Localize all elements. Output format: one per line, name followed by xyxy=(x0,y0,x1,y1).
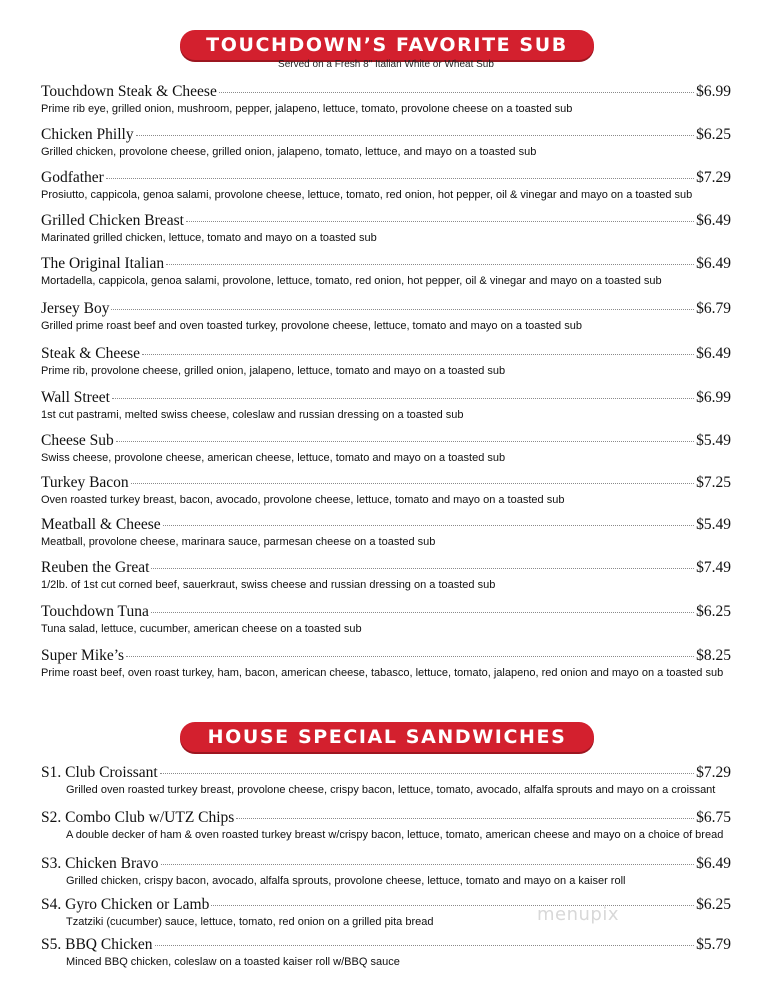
menu-item-name: Meatball & Cheese xyxy=(41,516,161,533)
menu-item xyxy=(41,603,731,635)
menu-item xyxy=(41,559,731,591)
menu-item-header xyxy=(41,300,731,318)
menu-item-header xyxy=(41,389,731,407)
menu-item-name: Grilled Chicken Breast xyxy=(41,212,184,229)
menu-item-description: Prime roast beef, oven roast turkey, ham, bacon, american cheese, tabasco, lettuce, tomato, jalapeno, red onion and mayo on a toasted sub xyxy=(41,667,724,679)
menu-item xyxy=(41,389,731,421)
menu-item-header xyxy=(41,855,731,873)
menu-item xyxy=(41,647,731,679)
menu-item-description: 1st cut pastrami, melted swiss cheese, coleslaw and russian dressing on a toasted sub xyxy=(41,409,464,421)
menu-item-price: $7.25 xyxy=(696,474,731,491)
menu-item-header xyxy=(41,255,731,273)
dot-leader xyxy=(155,945,695,946)
menu-item-name: S2. Combo Club w/UTZ Chips xyxy=(41,809,235,826)
menu-item-name: Steak & Cheese xyxy=(41,345,141,362)
menu-item-price: $6.49 xyxy=(696,855,731,872)
menu-item-description: Marinated grilled chicken, lettuce, tomato and mayo on a toasted sub xyxy=(41,232,377,244)
section-title-favorite-sub: TOUCHDOWN’S FAVORITE SUB xyxy=(180,30,594,60)
menu-item xyxy=(41,126,731,158)
menu-item-header xyxy=(41,474,731,492)
menu-item xyxy=(41,169,731,201)
menu-item-name: Touchdown Steak & Cheese xyxy=(41,83,217,100)
menu-item-description: Meatball, provolone cheese, marinara sauce, parmesan cheese on a toasted sub xyxy=(41,536,436,548)
menu-item-header xyxy=(41,936,731,954)
menu-item-header xyxy=(41,516,731,534)
menu-item-description: Minced BBQ chicken, coleslaw on a toasted kaiser roll w/BBQ sauce xyxy=(66,956,400,968)
dot-leader xyxy=(151,612,694,613)
menu-item xyxy=(41,809,731,841)
menu-item-description: Oven roasted turkey breast, bacon, avocado, provolone cheese, lettuce, tomato and mayo on a toasted sub xyxy=(41,494,565,506)
menu-item xyxy=(41,855,731,887)
menu-item-price: $6.25 xyxy=(696,126,731,143)
menu-item xyxy=(41,896,731,928)
menu-item xyxy=(41,255,731,287)
menu-item-price: $6.49 xyxy=(696,345,731,362)
menu-item-price: $6.99 xyxy=(696,83,731,100)
menu-item-description: Grilled oven roasted turkey breast, provolone cheese, crispy bacon, lettuce, tomato, avocado, alfalfa sprouts and mayo on a croissant xyxy=(66,784,716,796)
menu-item-header xyxy=(41,432,731,450)
menu-item-name: S5. BBQ Chicken xyxy=(41,936,153,953)
menu-item-header xyxy=(41,764,731,782)
menu-item-description: Prosiutto, cappicola, genoa salami, provolone cheese, lettuce, tomato, red onion, hot pepper, oil & vinegar and mayo on a toasted sub xyxy=(41,189,693,201)
menu-item xyxy=(41,345,731,377)
dot-leader xyxy=(166,264,694,265)
menu-item-header xyxy=(41,603,731,621)
menu-item xyxy=(41,212,731,244)
menu-item-description: Prime rib eye, grilled onion, mushroom, pepper, jalapeno, lettuce, tomato, provolone cheese on a toasted sub xyxy=(41,103,573,115)
menu-item-price: $7.29 xyxy=(696,169,731,186)
menu-item xyxy=(41,432,731,464)
menu-item-name: Chicken Philly xyxy=(41,126,134,143)
menu-item xyxy=(41,516,731,548)
menu-item xyxy=(41,83,731,115)
menu-item-name: Reuben the Great xyxy=(41,559,150,576)
menu-item-description: Grilled chicken, crispy bacon, avocado, alfalfa sprouts, provolone cheese, lettuce, tomato and mayo on a kaiser roll xyxy=(66,875,626,887)
menu-item-name: Turkey Bacon xyxy=(41,474,129,491)
menu-item-price: $6.49 xyxy=(696,212,731,229)
dot-leader xyxy=(142,354,694,355)
menu-item xyxy=(41,936,731,968)
dot-leader xyxy=(151,568,694,569)
dot-leader xyxy=(131,483,694,484)
dot-leader xyxy=(236,818,694,819)
menu-item-name: Jersey Boy xyxy=(41,300,110,317)
menu-item-price: $5.79 xyxy=(696,936,731,953)
menu-item-description: Swiss cheese, provolone cheese, american cheese, lettuce, tomato and mayo on a toasted sub xyxy=(41,452,506,464)
section-title-house-special: HOUSE SPECIAL SANDWICHES xyxy=(180,722,594,752)
menu-item-name: Touchdown Tuna xyxy=(41,603,149,620)
menu-item-header xyxy=(41,809,731,827)
menu-item-name: Godfather xyxy=(41,169,104,186)
dot-leader xyxy=(163,525,694,526)
menu-item-price: $5.49 xyxy=(696,516,731,533)
menu-item-price: $8.25 xyxy=(696,647,731,664)
menu-item-price: $6.99 xyxy=(696,389,731,406)
menu-item-price: $6.75 xyxy=(696,809,731,826)
dot-leader xyxy=(136,135,695,136)
menu-item-description: Tzatziki (cucumber) sauce, lettuce, tomato, red onion on a grilled pita bread xyxy=(66,916,434,928)
menu-item-header xyxy=(41,345,731,363)
menu-item-name: Cheese Sub xyxy=(41,432,114,449)
menu-item xyxy=(41,764,731,796)
dot-leader xyxy=(186,221,694,222)
menu-item-name: The Original Italian xyxy=(41,255,165,272)
menu-item-price: $6.49 xyxy=(696,255,731,272)
menu-item-name: S4. Gyro Chicken or Lamb xyxy=(41,896,210,913)
section-subtitle: Served on a Fresh 8" Italian White or Wheat Sub xyxy=(278,59,494,70)
menu-item-description: Grilled prime roast beef and oven toasted turkey, provolone cheese, lettuce, tomato and mayo on a toasted sub xyxy=(41,320,582,332)
menu-item-description: A double decker of ham & oven roasted turkey breast w/crispy bacon, lettuce, tomato, american cheese and mayo on a choice of bread xyxy=(66,829,724,841)
menu-item xyxy=(41,474,731,506)
menu-item-name: Wall Street xyxy=(41,389,110,406)
menu-item-description: Mortadella, cappicola, genoa salami, provolone, lettuce, tomato, red onion, hot pepper, oil & vinegar and mayo on a toasted sub xyxy=(41,275,662,287)
menu-item xyxy=(41,300,731,332)
menu-item-name: Super Mike’s xyxy=(41,647,125,664)
dot-leader xyxy=(116,441,694,442)
menu-item-header xyxy=(41,559,731,577)
menu-item-price: $5.49 xyxy=(696,432,731,449)
dot-leader xyxy=(126,656,694,657)
menu-item-name: S3. Chicken Bravo xyxy=(41,855,159,872)
menu-item-name: S1. Club Croissant xyxy=(41,764,158,781)
dot-leader xyxy=(161,864,695,865)
watermark: menupix xyxy=(537,904,620,925)
dot-leader xyxy=(211,905,694,906)
menu-item-price: $7.49 xyxy=(696,559,731,576)
dot-leader xyxy=(219,92,694,93)
menu-item-header xyxy=(41,212,731,230)
menu-item-description: 1/2lb. of 1st cut corned beef, sauerkraut, swiss cheese and russian dressing on a toasted sub xyxy=(41,579,496,591)
menu-item-price: $7.29 xyxy=(696,764,731,781)
dot-leader xyxy=(160,773,694,774)
menu-item-header xyxy=(41,126,731,144)
dot-leader xyxy=(106,178,694,179)
menu-item-price: $6.25 xyxy=(696,603,731,620)
dot-leader xyxy=(111,309,694,310)
menu-item-price: $6.79 xyxy=(696,300,731,317)
menu-item-header xyxy=(41,896,731,914)
menu-item-description: Prime rib, provolone cheese, grilled onion, jalapeno, lettuce, tomato and mayo on a toasted sub xyxy=(41,365,506,377)
menu-item-header xyxy=(41,169,731,187)
menu-item-description: Tuna salad, lettuce, cucumber, american cheese on a toasted sub xyxy=(41,623,362,635)
menu-item-header xyxy=(41,647,731,665)
dot-leader xyxy=(112,398,694,399)
menu-item-price: $6.25 xyxy=(696,896,731,913)
menu-item-header xyxy=(41,83,731,101)
menu-item-description: Grilled chicken, provolone cheese, grilled onion, jalapeno, tomato, lettuce, and mayo on a toasted sub xyxy=(41,146,537,158)
